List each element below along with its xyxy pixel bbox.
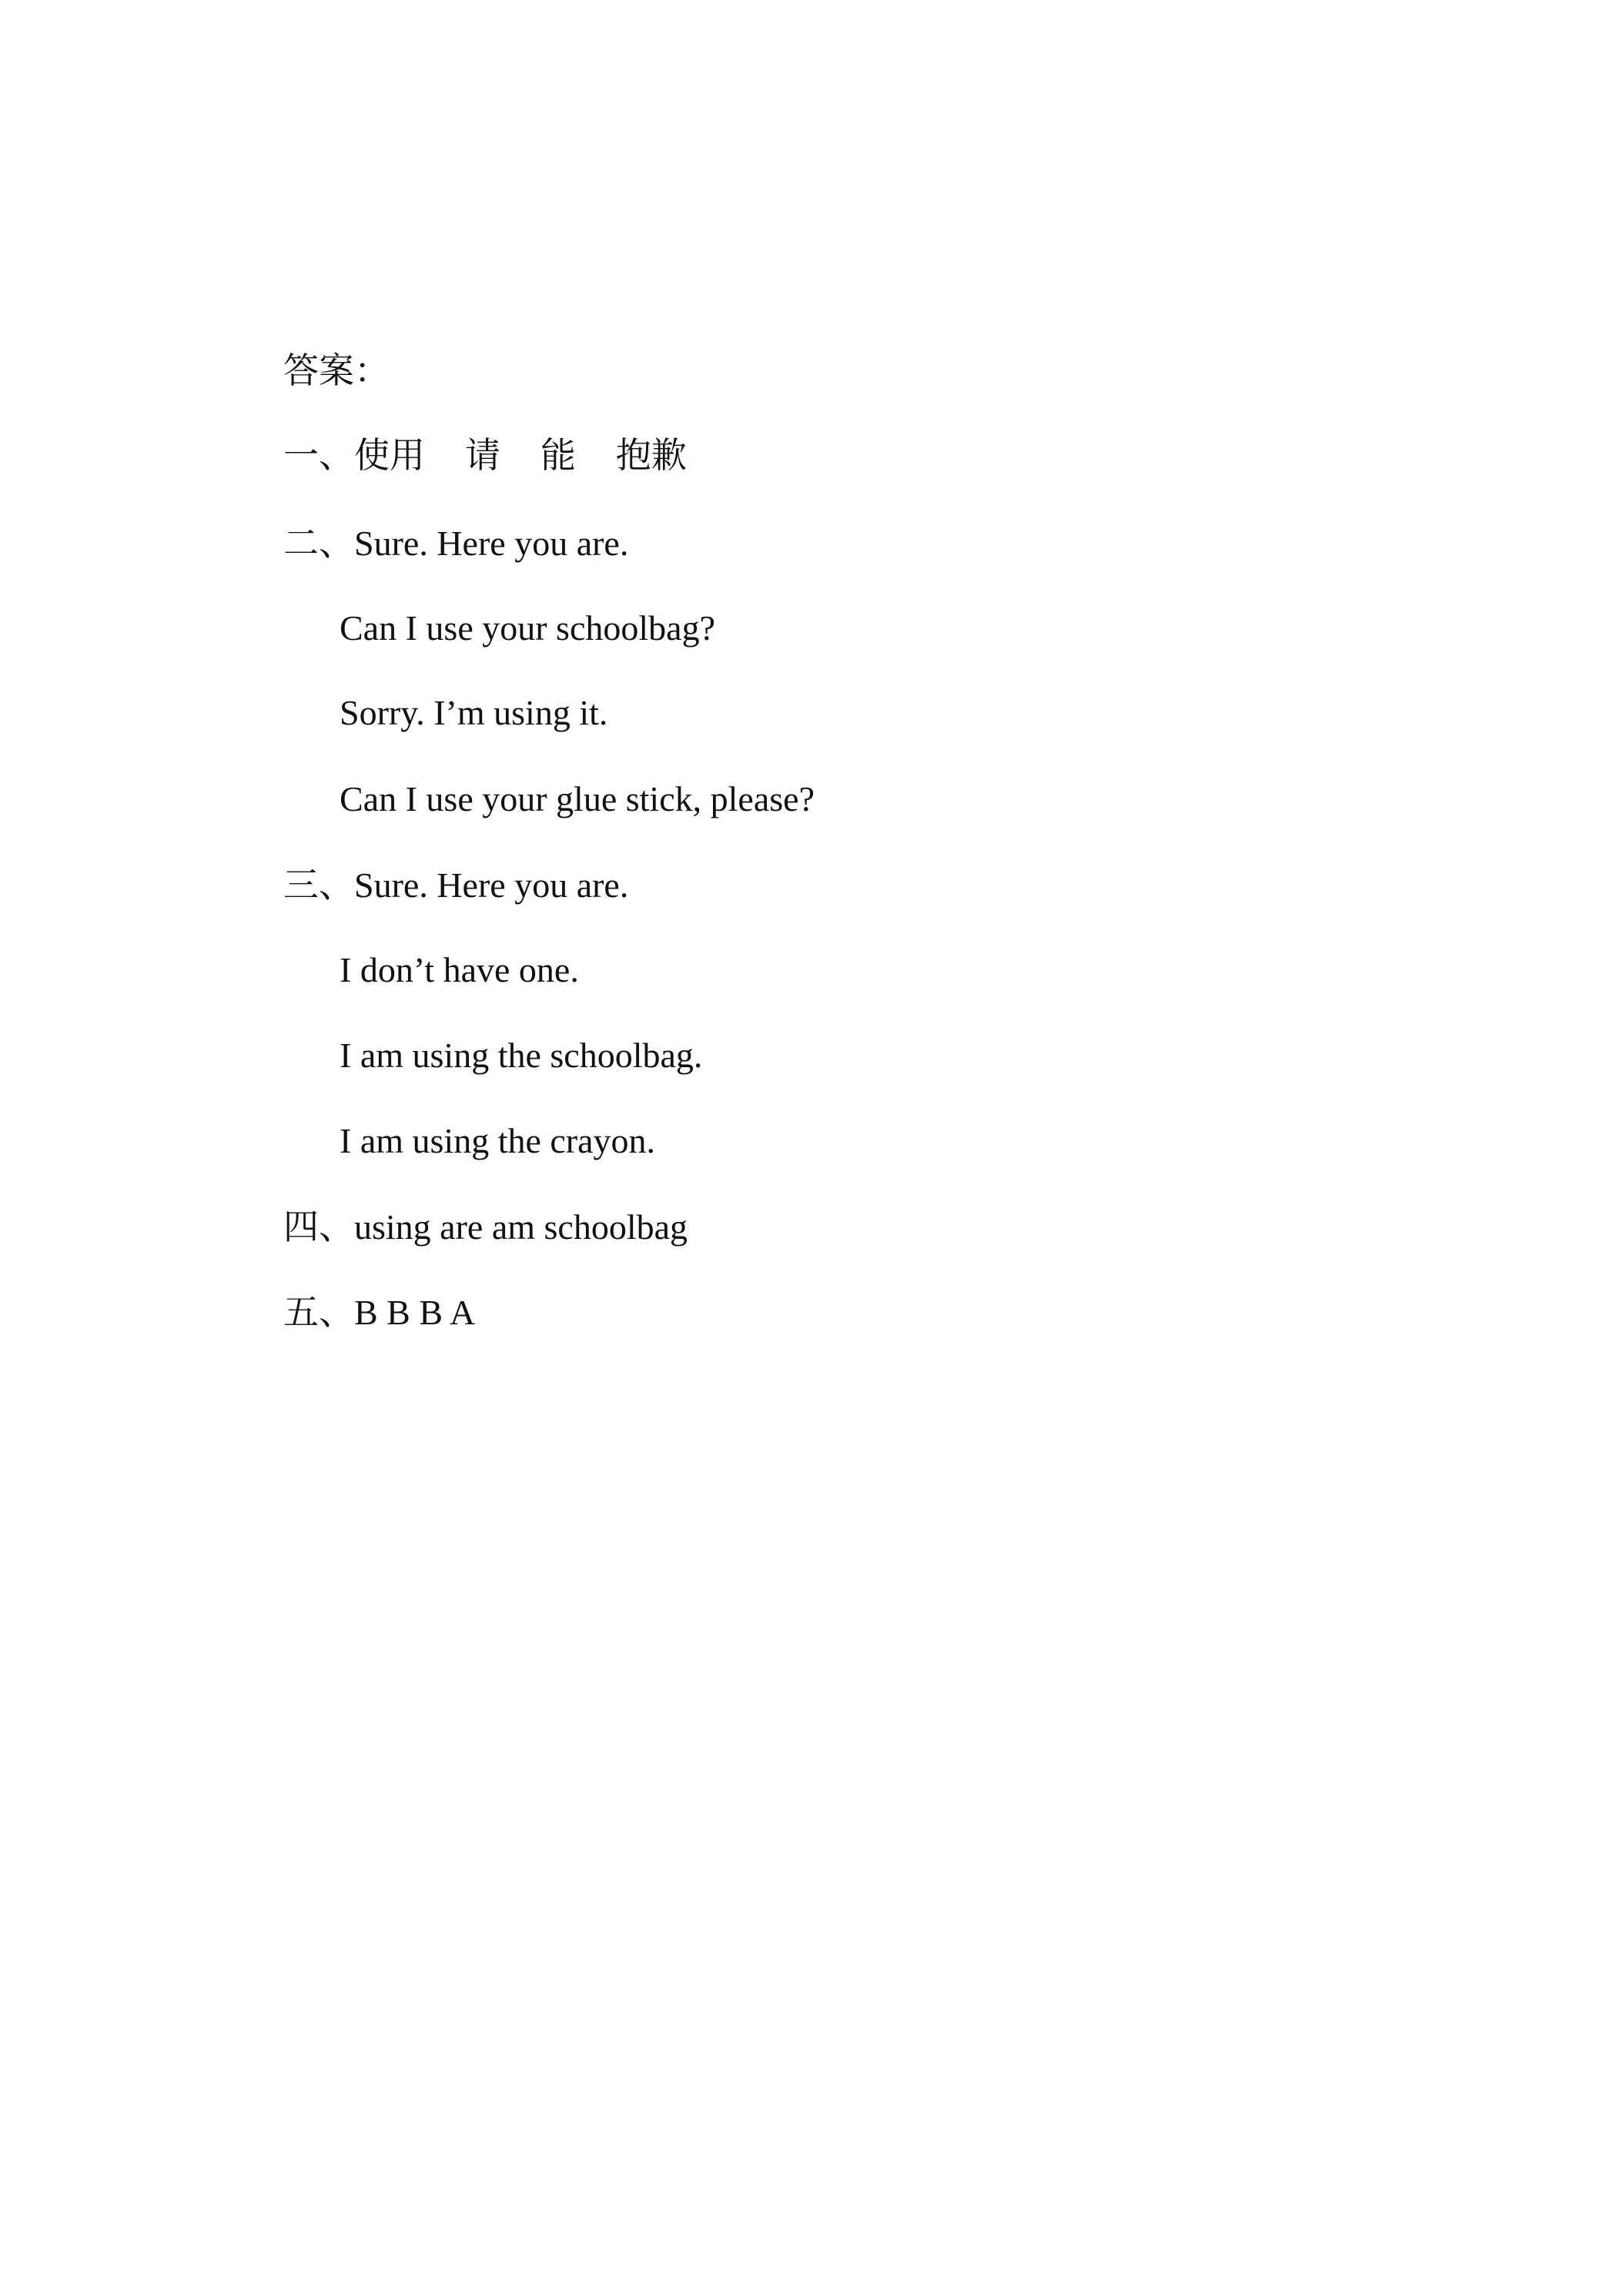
answer-title-text: 答案： xyxy=(283,351,390,390)
section-5-text-1: B B B A xyxy=(354,1293,476,1332)
section-5-number: 五、 xyxy=(283,1293,354,1332)
section-5-line-1 xyxy=(248,1243,475,1382)
section-1-word-3: 能 xyxy=(540,436,576,475)
section-2-text-1: Sure. Here you are. xyxy=(354,524,629,563)
section-1-word-2: 请 xyxy=(465,436,500,475)
section-4-number: 四、 xyxy=(283,1207,354,1247)
section-2-text-3: Sorry. I’m using it. xyxy=(340,693,608,732)
section-4-text-1: using are am schoolbag xyxy=(354,1207,688,1247)
section-2-text-4: Can I use your glue stick, please? xyxy=(340,779,815,818)
section-3-number: 三、 xyxy=(283,865,354,905)
section-3-text-4: I am using the crayon. xyxy=(340,1121,656,1160)
section-2-text-2: Can I use your schoolbag? xyxy=(340,608,715,648)
section-2-number: 二、 xyxy=(283,524,354,563)
section-1-word-1: 使用 xyxy=(354,436,425,475)
section-1-word-4: 抱歉 xyxy=(616,436,687,475)
section-3-text-3: I am using the schoolbag. xyxy=(340,1036,703,1075)
section-1-number: 一、 xyxy=(283,436,354,475)
section-3-text-1: Sure. Here you are. xyxy=(354,865,629,905)
section-3-text-2: I don’t have one. xyxy=(340,950,579,989)
